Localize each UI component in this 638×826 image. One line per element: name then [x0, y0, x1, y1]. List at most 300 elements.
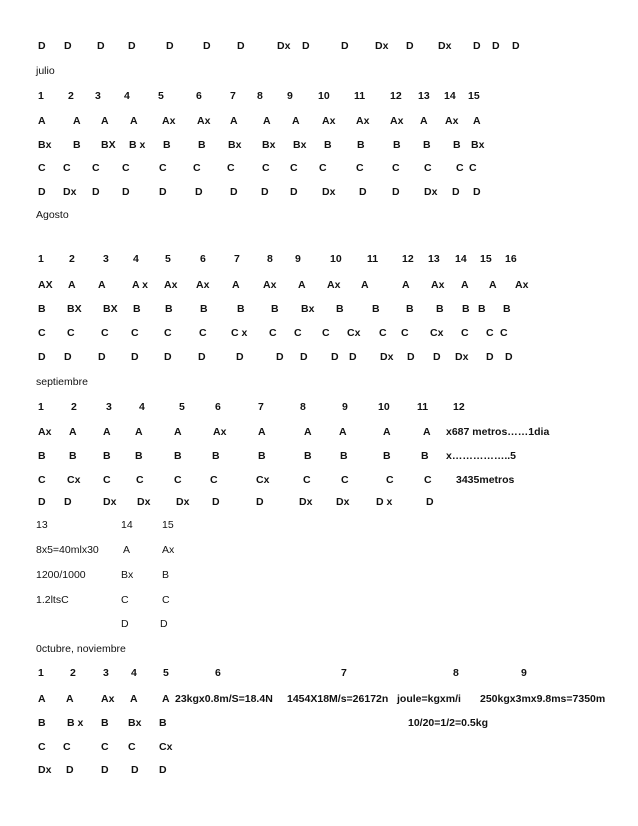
cell-text: C — [136, 474, 144, 486]
cell-text: Ax — [263, 279, 277, 291]
cell-text: D — [261, 186, 269, 198]
cell-text: 7 — [258, 401, 264, 413]
cell-text: BX — [101, 139, 116, 151]
row-august-d — [0, 349, 638, 365]
cell-text: C — [63, 741, 71, 753]
cell-text: D — [159, 764, 167, 776]
cell-text: 12 — [390, 90, 402, 102]
cell-text: 13 — [418, 90, 430, 102]
cell-text: B — [162, 569, 170, 581]
cell-text: 11 — [354, 90, 366, 102]
cell-text: B — [304, 450, 312, 462]
cell-text: Dx — [455, 351, 469, 363]
cell-text: C x — [231, 327, 248, 339]
cell-text: Ax — [390, 115, 404, 127]
cell-text: Bx — [228, 139, 242, 151]
cell-text: D — [131, 351, 139, 363]
cell-text: C — [424, 162, 432, 174]
row-oct-c — [0, 739, 638, 755]
cell-text: B — [357, 139, 365, 151]
cell-text: A — [68, 279, 76, 291]
cell-text: Cx — [159, 741, 173, 753]
cell-text: D — [237, 40, 245, 52]
cell-text: Dx — [38, 764, 52, 776]
cell-text: A — [489, 279, 497, 291]
row-september-c — [0, 472, 638, 488]
cell-text: C — [92, 162, 100, 174]
cell-text: Ax — [101, 693, 115, 705]
cell-text: C — [121, 594, 129, 606]
cell-text: C — [199, 327, 207, 339]
cell-text: 9 — [521, 667, 527, 679]
cell-text: A — [339, 426, 347, 438]
row-july-c — [0, 160, 638, 176]
cell-text: B — [133, 303, 141, 315]
cell-text: 5 — [165, 253, 171, 265]
cell-text: 3435metros — [456, 474, 515, 486]
cell-text: C — [303, 474, 311, 486]
cell-text: Dx — [375, 40, 389, 52]
row-july-header-marks — [0, 38, 638, 54]
cell-text: Bx — [128, 717, 142, 729]
cell-text: A — [103, 426, 111, 438]
cell-text: 12 — [453, 401, 465, 413]
cell-text: 10/20=1/2=0.5kg — [408, 717, 488, 729]
cell-text: D — [426, 496, 434, 508]
cell-text: Ax — [164, 279, 178, 291]
cell-text: D — [492, 40, 500, 52]
cell-text: Cx — [256, 474, 270, 486]
row-oct-b — [0, 715, 638, 731]
cell-text: C — [424, 474, 432, 486]
cell-text: C — [227, 162, 235, 174]
heading-july — [0, 63, 638, 79]
cell-text: B — [163, 139, 171, 151]
cell-text: C — [341, 474, 349, 486]
cell-text: D — [230, 186, 238, 198]
cell-text: B — [38, 303, 46, 315]
cell-text: 1200/1000 — [36, 569, 86, 581]
heading-october-november — [0, 641, 638, 657]
row-calc-d — [0, 616, 638, 632]
cell-text: Dx — [103, 496, 117, 508]
cell-text: B — [383, 450, 391, 462]
cell-text: A — [263, 115, 271, 127]
cell-text: Ax — [197, 115, 211, 127]
cell-text: D — [98, 351, 106, 363]
cell-text: A — [123, 544, 131, 556]
cell-text: Dx — [322, 186, 336, 198]
cell-text: Dx — [137, 496, 151, 508]
cell-text: C — [401, 327, 409, 339]
cell-text: D — [121, 618, 129, 630]
cell-text: D — [64, 496, 72, 508]
row-oct-d — [0, 762, 638, 778]
cell-text: Ax — [515, 279, 529, 291]
cell-text: C — [128, 741, 136, 753]
cell-text: Bx — [38, 139, 52, 151]
cell-text: 14 — [444, 90, 456, 102]
row-august-b — [0, 301, 638, 317]
cell-text: B — [393, 139, 401, 151]
cell-text: 23kgx0.8m/S=18.4N — [175, 693, 273, 705]
cell-text: 4 — [124, 90, 130, 102]
cell-text: A — [130, 115, 138, 127]
cell-text: 6 — [215, 667, 221, 679]
cell-text: 3 — [103, 667, 109, 679]
cell-text: Cx — [430, 327, 444, 339]
cell-text: A x — [132, 279, 148, 291]
cell-text: Ax — [356, 115, 370, 127]
cell-text: D — [359, 186, 367, 198]
cell-text: D — [38, 40, 46, 52]
cell-text: 16 — [505, 253, 517, 265]
cell-text: 4 — [139, 401, 145, 413]
cell-text: B — [69, 450, 77, 462]
cell-text: A — [423, 426, 431, 438]
cell-text: 1 — [38, 253, 44, 265]
cell-text: B — [324, 139, 332, 151]
cell-text: D — [128, 40, 136, 52]
cell-text: 8 — [267, 253, 273, 265]
row-august-a — [0, 277, 638, 293]
heading-september — [0, 374, 638, 390]
cell-text: Dx — [176, 496, 190, 508]
cell-text: 2 — [70, 667, 76, 679]
cell-text: 3 — [103, 253, 109, 265]
cell-text: A — [98, 279, 106, 291]
cell-text: D — [122, 186, 130, 198]
heading-august — [0, 207, 638, 223]
cell-text: Cx — [67, 474, 81, 486]
cell-text: 15 — [468, 90, 480, 102]
cell-text: C — [67, 327, 75, 339]
cell-text: D — [198, 351, 206, 363]
cell-text: A — [162, 693, 170, 705]
cell-text: D — [97, 40, 105, 52]
row-july-a — [0, 113, 638, 129]
cell-text: A — [69, 426, 77, 438]
cell-text: 15 — [162, 519, 174, 531]
cell-text: D — [433, 351, 441, 363]
cell-text: A — [473, 115, 481, 127]
cell-text: C — [174, 474, 182, 486]
cell-text: B — [212, 450, 220, 462]
cell-text: C — [379, 327, 387, 339]
cell-text: 14 — [455, 253, 467, 265]
cell-text: 10 — [318, 90, 330, 102]
cell-text: Cx — [347, 327, 361, 339]
cell-text: BX — [103, 303, 118, 315]
cell-text: 5 — [163, 667, 169, 679]
cell-text: B — [174, 450, 182, 462]
cell-text: B — [478, 303, 486, 315]
cell-text: 3 — [95, 90, 101, 102]
cell-text: joule=kgxm/i — [397, 693, 461, 705]
row-august-c — [0, 325, 638, 341]
cell-text: Dx — [63, 186, 77, 198]
cell-text: D — [300, 351, 308, 363]
cell-text: D — [256, 496, 264, 508]
cell-text: 8 — [300, 401, 306, 413]
cell-text: septiembre — [36, 376, 88, 388]
cell-text: B — [340, 450, 348, 462]
cell-text: A — [135, 426, 143, 438]
cell-text: B — [453, 139, 461, 151]
cell-text: C — [63, 162, 71, 174]
row-september-b — [0, 448, 638, 464]
cell-text: D — [236, 351, 244, 363]
row-oct-numbers — [0, 665, 638, 681]
row-september-a — [0, 424, 638, 440]
cell-text: 5 — [179, 401, 185, 413]
cell-text: D — [64, 40, 72, 52]
cell-text: C — [159, 162, 167, 174]
cell-text: A — [461, 279, 469, 291]
cell-text: D — [512, 40, 520, 52]
cell-text: B — [421, 450, 429, 462]
cell-text: 13 — [36, 519, 48, 531]
cell-text: B — [237, 303, 245, 315]
cell-text: C — [162, 594, 170, 606]
cell-text: B — [73, 139, 81, 151]
cell-text: C — [101, 327, 109, 339]
cell-text: D — [331, 351, 339, 363]
cell-text: julio — [36, 65, 55, 77]
row-calc-division — [0, 567, 638, 583]
cell-text: A — [230, 115, 238, 127]
cell-text: C — [319, 162, 327, 174]
cell-text: 12 — [402, 253, 414, 265]
cell-text: x687 metros……1dia — [446, 426, 550, 438]
row-september-numbers — [0, 399, 638, 415]
cell-text: D — [195, 186, 203, 198]
cell-text: 7 — [341, 667, 347, 679]
cell-text: C — [131, 327, 139, 339]
cell-text: Bx — [471, 139, 485, 151]
cell-text: B — [271, 303, 279, 315]
row-calc-13-15 — [0, 517, 638, 533]
cell-text: B — [135, 450, 143, 462]
cell-text: B — [503, 303, 511, 315]
cell-text: Bx — [121, 569, 134, 581]
cell-text: D — [276, 351, 284, 363]
cell-text: C — [262, 162, 270, 174]
cell-text: D — [406, 40, 414, 52]
cell-text: A — [232, 279, 240, 291]
cell-text: B x — [129, 139, 146, 151]
row-july-d — [0, 184, 638, 200]
cell-text: D — [92, 186, 100, 198]
cell-text: Ax — [38, 426, 52, 438]
cell-text: D — [166, 40, 174, 52]
cell-text: D — [160, 618, 168, 630]
cell-text: 2 — [71, 401, 77, 413]
cell-text: 14 — [121, 519, 133, 531]
cell-text: B — [258, 450, 266, 462]
cell-text: A — [258, 426, 266, 438]
cell-text: A — [66, 693, 74, 705]
cell-text: 9 — [295, 253, 301, 265]
cell-text: C — [356, 162, 364, 174]
row-calc-area — [0, 542, 638, 558]
cell-text: BX — [67, 303, 82, 315]
cell-text: D — [473, 40, 481, 52]
cell-text: Bx — [301, 303, 315, 315]
cell-text: Ax — [322, 115, 336, 127]
cell-text: B — [165, 303, 173, 315]
cell-text: A — [304, 426, 312, 438]
row-calc-liters — [0, 592, 638, 608]
row-august-numbers — [0, 251, 638, 267]
cell-text: D — [101, 764, 109, 776]
cell-text: D — [473, 186, 481, 198]
cell-text: C — [500, 327, 508, 339]
cell-text: C — [38, 741, 46, 753]
cell-text: A — [101, 115, 109, 127]
cell-text: 10 — [330, 253, 342, 265]
cell-text: B — [372, 303, 380, 315]
cell-text: C — [386, 474, 394, 486]
cell-text: 9 — [342, 401, 348, 413]
cell-text: 1 — [38, 90, 44, 102]
cell-text: 8 — [453, 667, 459, 679]
cell-text: Ax — [431, 279, 445, 291]
cell-text: AX — [38, 279, 53, 291]
cell-text: B — [423, 139, 431, 151]
cell-text: 9 — [287, 90, 293, 102]
cell-text: D — [38, 496, 46, 508]
row-september-d — [0, 494, 638, 510]
cell-text: D — [452, 186, 460, 198]
cell-text: D — [349, 351, 357, 363]
cell-text: Dx — [380, 351, 394, 363]
cell-text: 8x5=40mlx30 — [36, 544, 99, 556]
cell-text: 2 — [69, 253, 75, 265]
cell-text: 11 — [417, 401, 429, 413]
cell-text: A — [38, 115, 46, 127]
cell-text: A — [38, 693, 46, 705]
cell-text: Ax — [327, 279, 341, 291]
cell-text: C — [322, 327, 330, 339]
cell-text: C — [392, 162, 400, 174]
cell-text: D — [203, 40, 211, 52]
cell-text: B — [101, 717, 109, 729]
cell-text: D — [212, 496, 220, 508]
cell-text: B — [336, 303, 344, 315]
cell-text: 4 — [131, 667, 137, 679]
cell-text: B — [103, 450, 111, 462]
cell-text: C — [193, 162, 201, 174]
cell-text: C — [486, 327, 494, 339]
cell-text: Dx — [336, 496, 350, 508]
cell-text: D — [66, 764, 74, 776]
cell-text: 10 — [378, 401, 390, 413]
cell-text: A — [420, 115, 428, 127]
cell-text: D — [64, 351, 72, 363]
cell-text: Ax — [162, 115, 176, 127]
cell-text: B — [436, 303, 444, 315]
cell-text: D x — [376, 496, 393, 508]
cell-text: D — [290, 186, 298, 198]
cell-text: D — [164, 351, 172, 363]
cell-text: A — [361, 279, 369, 291]
cell-text: C — [290, 162, 298, 174]
cell-text: C — [456, 162, 464, 174]
cell-text: D — [38, 186, 46, 198]
cell-text: A — [402, 279, 410, 291]
cell-text: B — [462, 303, 470, 315]
cell-text: Bx — [262, 139, 276, 151]
cell-text: 13 — [428, 253, 440, 265]
cell-text: C — [38, 162, 46, 174]
cell-text: Agosto — [36, 209, 69, 221]
cell-text: Dx — [277, 40, 291, 52]
cell-text: C — [122, 162, 130, 174]
cell-text: 3 — [106, 401, 112, 413]
cell-text: 5 — [158, 90, 164, 102]
cell-text: 15 — [480, 253, 492, 265]
cell-text: Ax — [196, 279, 210, 291]
cell-text: B — [406, 303, 414, 315]
cell-text: B — [198, 139, 206, 151]
cell-text: D — [302, 40, 310, 52]
cell-text: A — [292, 115, 300, 127]
cell-text: C — [469, 162, 477, 174]
cell-text: B — [38, 717, 46, 729]
cell-text: Ax — [213, 426, 227, 438]
cell-text: D — [486, 351, 494, 363]
cell-text: A — [73, 115, 81, 127]
cell-text: D — [407, 351, 415, 363]
cell-text: Dx — [424, 186, 438, 198]
cell-text: C — [294, 327, 302, 339]
cell-text: 2 — [68, 90, 74, 102]
cell-text: 4 — [133, 253, 139, 265]
cell-text: D — [38, 351, 46, 363]
cell-text: 250kgx3mx9.8ms=7350m — [480, 693, 606, 705]
cell-text: 6 — [215, 401, 221, 413]
cell-text: A — [298, 279, 306, 291]
cell-text: C — [101, 741, 109, 753]
row-july-numbers — [0, 88, 638, 104]
cell-text: C — [461, 327, 469, 339]
cell-text: x……………..5 — [446, 450, 517, 462]
cell-text: B — [38, 450, 46, 462]
cell-text: C — [269, 327, 277, 339]
cell-text: 6 — [196, 90, 202, 102]
cell-text: Bx — [293, 139, 307, 151]
cell-text: C — [210, 474, 218, 486]
cell-text: B x — [67, 717, 84, 729]
cell-text: Ax — [162, 544, 175, 556]
cell-text: 1 — [38, 667, 44, 679]
cell-text: C — [38, 327, 46, 339]
cell-text: Dx — [299, 496, 313, 508]
cell-text: D — [341, 40, 349, 52]
cell-text: 0ctubre, noviembre — [36, 643, 126, 655]
row-oct-a — [0, 691, 638, 707]
cell-text: 1.2ltsC — [36, 594, 69, 606]
cell-text: 7 — [234, 253, 240, 265]
cell-text: D — [159, 186, 167, 198]
cell-text: C — [38, 474, 46, 486]
cell-text: 8 — [257, 90, 263, 102]
row-july-b — [0, 137, 638, 153]
cell-text: Dx — [438, 40, 452, 52]
cell-text: 7 — [230, 90, 236, 102]
cell-text: 6 — [200, 253, 206, 265]
